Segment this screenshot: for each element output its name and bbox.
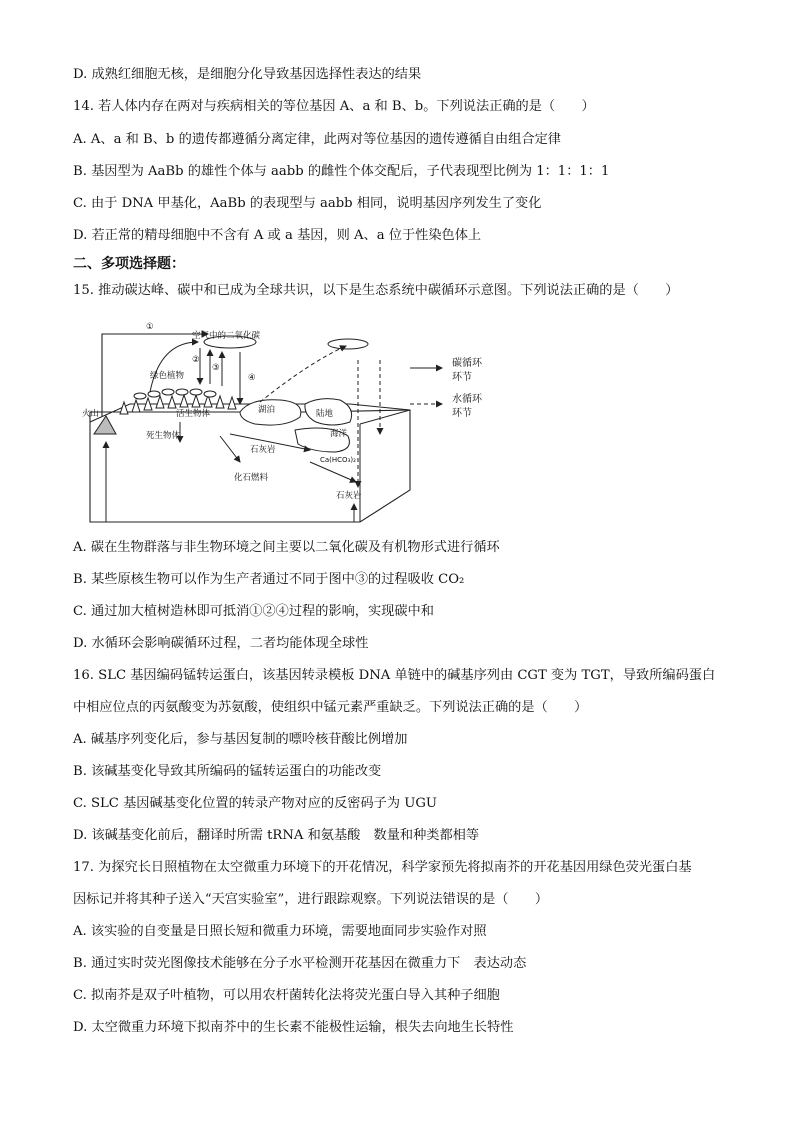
q17-option-d: D. 太空微重力环境下拟南芥中的生长素不能极性运输，根失去向地生长特性 — [73, 1020, 514, 1035]
label-volcano: 火山 — [82, 409, 100, 419]
legend-carbon-line1: 碳循环 — [452, 358, 482, 369]
q14-option-b: B. 基因型为 AaBb 的雄性个体与 aabb 的雌性个体交配后，子代表现型比例为 1：1：1：1 — [73, 164, 610, 179]
q16-option-a: A. 碱基序列变化后，参与基因复制的嘌呤核苷酸比例增加 — [73, 732, 408, 747]
q14-option-c: C. 由于 DNA 甲基化，AaBb 的表现型与 aabb 相同，说明基因序列发生了变化 — [73, 196, 542, 211]
q15-option-c: C. 通过加大植树造林即可抵消①②④过程的影响，实现碳中和 — [73, 604, 434, 619]
q17-stem-line2: 因标记并将其种子送入“天宫实验室”，进行跟踪观察。下列说法错误的是（ ） — [73, 892, 549, 907]
legend-water-line2: 环节 — [452, 408, 472, 419]
q16-option-d: D. 该碱基变化前后，翻译时所需 tRNA 和氨基酸 数量和种类都相等 — [73, 828, 480, 843]
section-heading: 二、多项选择题： — [73, 256, 185, 272]
label-lake: 湖泊 — [258, 405, 276, 415]
q17-option-c: C. 拟南芥是双子叶植物，可以用农杆菌转化法将荧光蛋白导入其种子细胞 — [73, 988, 500, 1003]
q17-option-b: B. 通过实时荧光图像技术能够在分子水平检测开花基因在微重力下 表达动态 — [73, 956, 527, 971]
label-land: 陆地 — [316, 409, 334, 419]
q15-option-a: A. 碳在生物群落与非生物环境之间主要以二氧化碳及有机物形式进行循环 — [73, 540, 500, 555]
label-green-plants: 绿色植物 — [150, 371, 185, 381]
q15-option-b: B. 某些原核生物可以作为生产者通过不同于图中③的过程吸收 CO₂ — [73, 572, 465, 587]
legend-carbon-line2: 环节 — [452, 372, 472, 383]
q14-option-a: A. A、a 和 B、b 的遗传都遵循分离定律，此两对等位基因的遗传遵循自由组合定律 — [73, 132, 561, 147]
q15-stem: 15. 推动碳达峰、碳中和已成为全球共识，以下是生态系统中碳循环示意图。下列说法正确的是（ ） — [73, 283, 679, 298]
q15-option-d: D. 水循环会影响碳循环过程，二者均能体现全球性 — [73, 636, 369, 651]
q16-stem-line2: 中相应位点的丙氨酸变为苏氨酸，使组织中锰元素严重缺乏。下列说法正确的是（ ） — [73, 700, 588, 715]
label-limestone-1: 石灰岩 — [250, 445, 276, 455]
legend-water-line1: 水循环 — [452, 394, 482, 405]
label-fossil-fuel: 化石燃料 — [234, 473, 269, 483]
q14-stem: 14. 若人体内存在两对与疾病相关的等位基因 A、a 和 B、b。下列说法正确的是（ ） — [73, 99, 595, 114]
label-n3: ③ — [212, 363, 220, 373]
q14-option-d: D. 若正常的精母细胞中不含有 A 或 a 基因，则 A、a 位于性染色体上 — [73, 228, 482, 243]
q16-stem-line1: 16. SLC 基因编码锰转运蛋白，该基因转录模板 DNA 单链中的碱基序列由 CGT 变为 TGT，导致所编码蛋白 — [73, 668, 716, 683]
q17-option-a: A. 该实验的自变量是日照长短和微重力环境，需要地面同步实验作对照 — [73, 924, 487, 939]
label-ocean: 海洋 — [330, 429, 348, 439]
q16-option-c: C. SLC 基因碱基变化位置的转录产物对应的反密码子为 UGU — [73, 796, 437, 811]
label-dead-bodies: 死生物体 — [146, 431, 181, 441]
label-n2: ② — [192, 355, 200, 365]
q17-stem-line1: 17. 为探究长日照植物在太空微重力环境下的开花情况，科学家预先将拟南芥的开花基因用绿色荧光蛋白基 — [73, 860, 692, 875]
label-limestone-2: 石灰岩 — [336, 491, 362, 501]
q16-option-b: B. 该碱基变化导致其所编码的锰转运蛋白的功能改变 — [73, 764, 382, 779]
q13-option-d: D. 成熟红细胞无核，是细胞分化导致基因选择性表达的结果 — [73, 67, 422, 82]
label-living-bodies: 活生物体 — [176, 409, 211, 419]
carbon-cycle-figure — [80, 312, 520, 524]
label-caco3: Ca(HCO₃)₂ — [320, 456, 356, 464]
label-n4: ④ — [248, 373, 256, 383]
label-air-co2: 空气中的二氧化碳 — [192, 331, 261, 341]
label-n1: ① — [146, 322, 154, 332]
